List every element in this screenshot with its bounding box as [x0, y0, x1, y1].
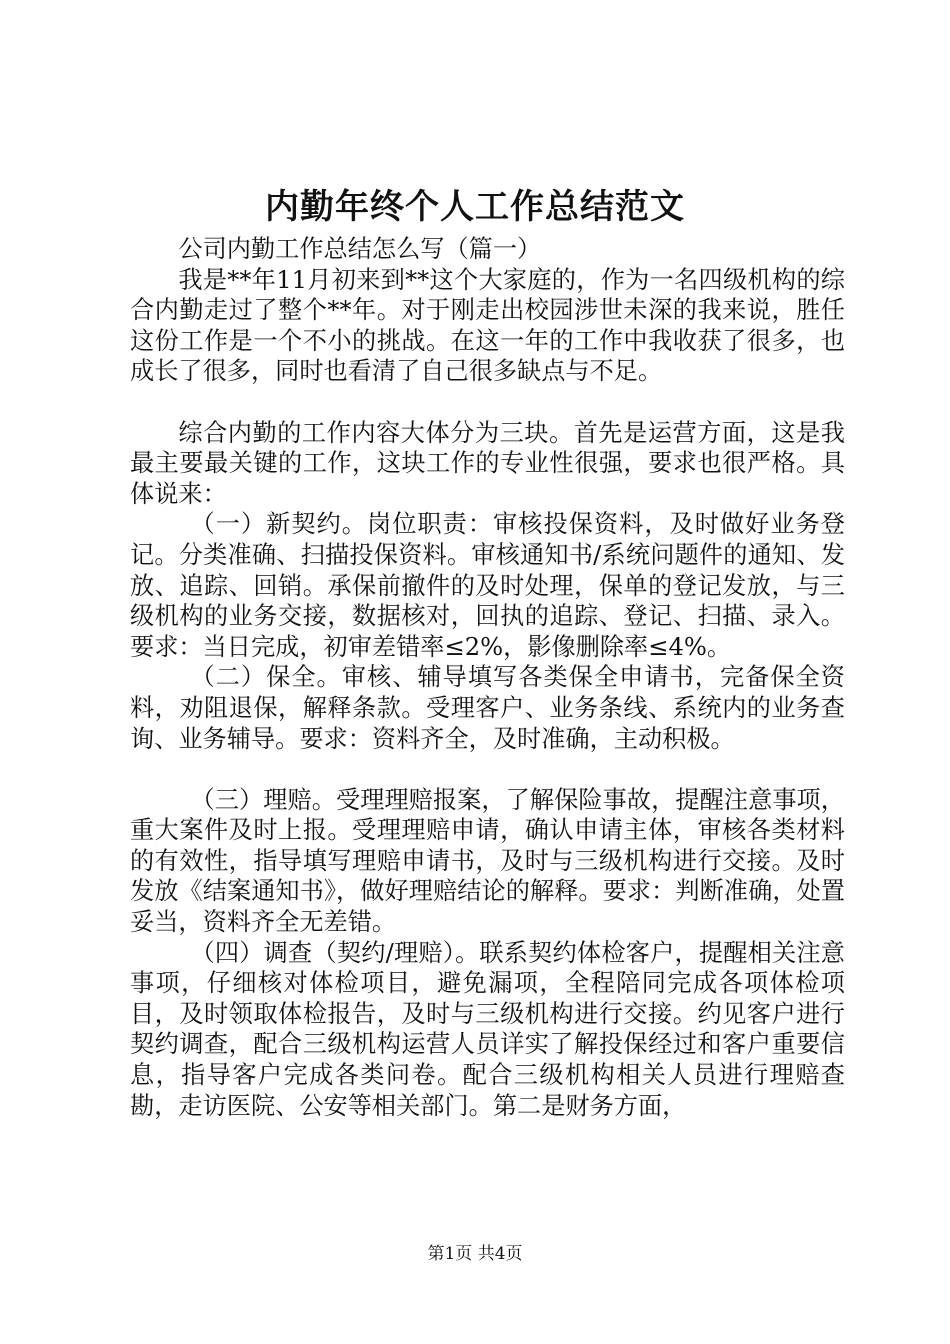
section-heading: 公司内勤工作总结怎么写（篇一）: [178, 235, 542, 263]
paragraph-investigation: （四）调查（契约/理赔）。联系契约体检客户，提醒相关注意事项，仔细核对体检项目，避免漏项，全程陪同完成各项体检项目，及时领取体检报告，及时与三级机构进行交接。约见客户进行契约调查，配合三级机构运营人员详实了解投保经过和客户重要信息，指导客户完成各类问卷。配合三级机构相关人员进行理赔查勘，走访医院、公安等相关部门。第二是财务方面，: [130, 938, 845, 1120]
paragraph-preservation: （二）保全。审核、辅导填写各类保全申请书，完备保全资料，劝阻退保，解释条款。受理客户、业务条线、系统内的业务查询、业务辅导。要求：资料齐全，及时准确，主动积极。: [130, 663, 845, 753]
paragraph-intro: 我是**年11月初来到**这个大家庭的，作为一名四级机构的综合内勤走过了整个**年。对于刚走出校园涉世未深的我来说，胜任这份工作是一个不小的挑战。在这一年的工作中我收获了很多，也成长了很多，同时也看清了自己很多缺点与不足。: [130, 265, 845, 386]
paragraph-overview: 综合内勤的工作内容大体分为三块。首先是运营方面，这是我最主要最关键的工作，这块工作的专业性很强，要求也很严格。具体说来：: [130, 418, 845, 508]
document-title: 内勤年终个人工作总结范文: [265, 187, 685, 227]
paragraph-claims: （三）理赔。受理理赔报案，了解保险事故，提醒注意事项，重大案件及时上报。受理理赔申请，确认申请主体，审核各类材料的有效性，指导填写理赔申请书，及时与三级机构进行交接。及时发放《结案通知书》，做好理赔结论的解释。要求：判断准确，处置妥当，资料齐全无差错。: [130, 785, 845, 937]
page-footer: 第1页 共4页: [427, 1244, 523, 1264]
paragraph-new-contract: （一）新契约。岗位职责：审核投保资料，及时做好业务登记。分类准确、扫描投保资料。审核通知书/系统问题件的通知、发放、追踪、回销。承保前撤件的及时处理，保单的登记发放，与三级机构的业务交接，数据核对，回执的追踪、登记、扫描、录入。要求：当日完成，初审差错率≤2%，影像删除率≤4%。: [130, 510, 845, 661]
document-body: [130, 234, 845, 1121]
